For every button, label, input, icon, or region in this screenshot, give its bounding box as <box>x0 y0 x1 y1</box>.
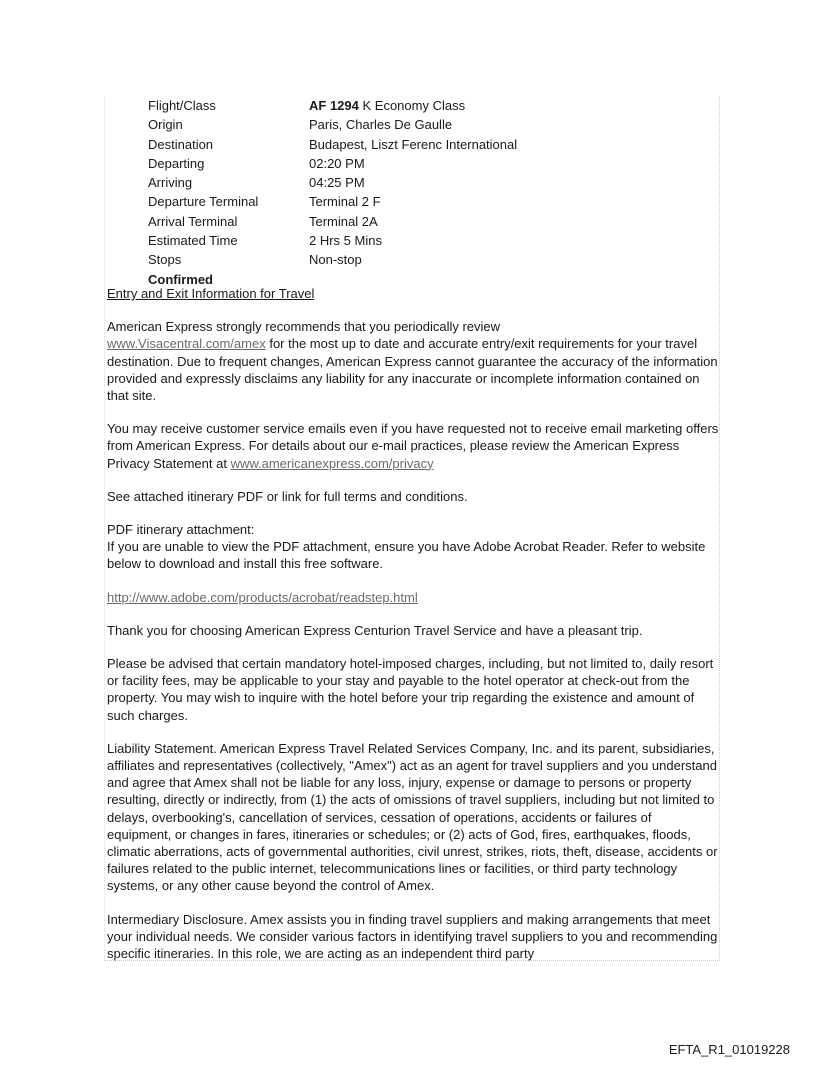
flight-label: Arriving <box>148 175 193 191</box>
flight-value: 02:20 PM <box>309 155 365 171</box>
flight-number: AF 1294 <box>309 98 359 113</box>
paragraph-pdf <box>107 521 719 573</box>
visacentral-link[interactable]: www.Visacentral.com/amex <box>107 336 266 352</box>
flight-value: Terminal 2 F <box>309 194 381 210</box>
paragraph-text: for the most up to date and accurate entry/exit requirements for your travel destination. Due to frequent changes, American Express cannot guarantee the accuracy of the information provided and expressly disclaims any liability for any inaccurate or incomplete information contained on that site. <box>107 336 718 404</box>
adobe-link[interactable]: http://www.adobe.com/products/acrobat/readstep.html <box>107 589 418 605</box>
paragraph-terms: See attached itinerary PDF or link for full terms and conditions. <box>107 488 468 504</box>
flight-class: K Economy Class <box>358 98 466 113</box>
flight-value: 04:25 PM <box>309 175 365 191</box>
paragraph-entry-exit <box>107 318 719 404</box>
flight-label: Estimated Time <box>148 233 238 249</box>
flight-label: Destination <box>148 136 214 152</box>
flight-label: Flight/Class <box>148 98 216 113</box>
flight-value: Budapest, Liszt Ferenc International <box>309 136 518 152</box>
paragraph-privacy <box>107 420 719 472</box>
flight-value: 2 Hrs 5 Mins <box>309 233 382 249</box>
flight-label: Departure Terminal <box>148 194 259 210</box>
booking-status: Confirmed <box>148 271 213 287</box>
flight-label: Origin <box>148 117 183 133</box>
paragraph-text: American Express strongly recommends that you periodically review <box>107 319 501 335</box>
paragraph-thank-you: Thank you for choosing American Express Centurion Travel Service and have a pleasant trip. <box>107 622 643 638</box>
paragraph-text: PDF itinerary attachment: <box>107 522 255 538</box>
paragraph-adobe-link <box>107 589 719 606</box>
paragraph-text: You may receive customer service emails even if you have requested not to receive email marketing offers from American Express. For details about our e-mail practices, please review the American Express Privacy Statement at <box>107 421 719 471</box>
paragraph-liability: Liability Statement. American Express Travel Related Services Company, Inc. and its parent, subsidiaries, affiliates and representatives (collectively, "Amex") act as an agent for travel suppliers and you understand and agree that Amex shall not be liable for any loss, injury, expense or damage to persons or property resulting, directly or indirectly, from (1) the acts of omissions of travel suppliers, including but not limited to delays, overbooking's, cancellation of services, cessation of operations, accidents or failures of equipment, or changes in fares, itineraries or schedules; or (2) acts of God, fires, earthquakes, floods, climatic aberrations, acts of governmental authorities, civil unrest, strikes, riots, theft, disease, accidents or failures related to the public internet, telecommunications lines or facilities, or third party technology systems, or any other cause beyond the control of Amex. <box>107 740 718 894</box>
paragraph-hotel-charges: Please be advised that certain mandatory hotel-imposed charges, including, but not limited to, daily resort or facility fees, may be applicable to your stay and payable to the hotel operator at check-out from the property. You may wish to inquire with the hotel before your trip regarding the existence and amount of such charges. <box>107 656 714 723</box>
document-id: EFTA_R1_01019228 <box>668 1042 790 1057</box>
flight-value: Terminal 2A <box>309 213 378 229</box>
flight-label: Stops <box>148 252 182 268</box>
paragraph-text: If you are unable to view the PDF attachment, ensure you have Adobe Acrobat Reader. Refer to website below to download and install this free software. <box>107 539 706 572</box>
flight-label: Arrival Terminal <box>148 213 238 229</box>
flight-value <box>309 96 465 115</box>
flight-value: Non-stop <box>309 252 362 268</box>
email-body <box>107 285 719 978</box>
flight-value: Paris, Charles De Gaulle <box>309 117 453 133</box>
flight-label: Departing <box>148 155 205 171</box>
paragraph-intermediary: Intermediary Disclosure. Amex assists you in finding travel suppliers and making arrangements that meet your individual needs. We consider various factors in identifying travel suppliers to you and recommending specific itineraries. In this role, we are acting as an independent third party <box>107 911 718 962</box>
privacy-link[interactable]: www.americanexpress.com/privacy <box>230 455 434 471</box>
entry-exit-heading: Entry and Exit Information for Travel <box>107 286 315 301</box>
